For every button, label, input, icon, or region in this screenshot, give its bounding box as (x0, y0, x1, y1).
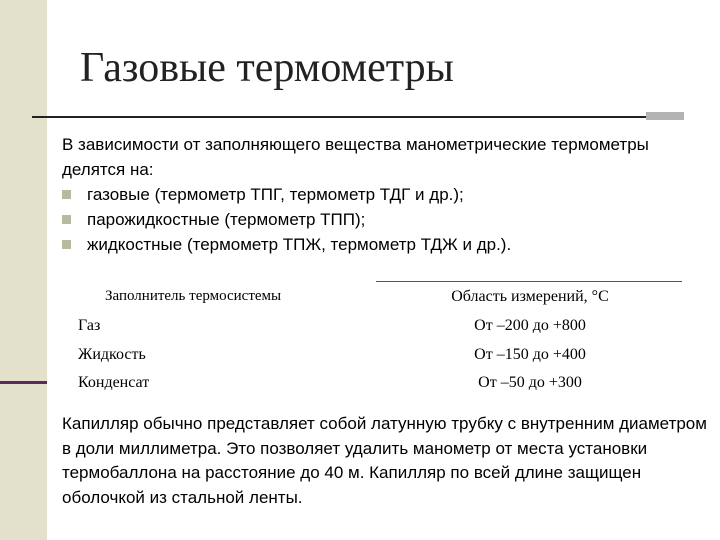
table-cell-range: От –150 до +400 (474, 346, 586, 363)
closing-paragraph: Капилляр обычно представляет собой латунную трубку с внутренним диаметром в доли миллиметра. Это позволяет удалить манометр от места установки термобаллона на расстояние до 40 м. Капилляр по всей длине защищен оболочкой из стальной ленты. (62, 414, 707, 507)
list-item-text: газовые (термометр ТПГ, термометр ТДГ и др.); (87, 185, 464, 204)
list-item (62, 232, 511, 257)
list-item (62, 207, 511, 232)
list-item-text: жидкостные (термометр ТПЖ, термометр ТДЖ и др.). (87, 235, 512, 254)
table-header-filler: Заполнитель термосистемы (105, 288, 282, 304)
title-divider (32, 116, 682, 118)
table-cell-filler: Конденсат (78, 374, 150, 391)
square-bullet-icon (62, 215, 71, 224)
intro-paragraph: В зависимости от заполняющего вещества манометрические термометры делятся на: (62, 135, 649, 179)
side-stripe (0, 381, 47, 384)
title-divider-accent (646, 112, 684, 120)
page-title: Газовые термометры (80, 45, 454, 91)
table-header-range: Область измерений, °С (451, 288, 609, 305)
table-header-rule (376, 281, 682, 282)
square-bullet-icon (62, 190, 71, 199)
table-cell-range: От –50 до +300 (478, 374, 582, 391)
table-cell-filler: Газ (78, 317, 101, 334)
table-cell-range: От –200 до +800 (474, 317, 586, 334)
list-item (62, 182, 511, 207)
list-item-text: парожидкостные (термометр ТПП); (87, 210, 366, 229)
side-band (0, 0, 47, 540)
table-cell-filler: Жидкость (78, 346, 146, 363)
square-bullet-icon (62, 240, 71, 249)
thermometer-type-list (62, 182, 511, 257)
